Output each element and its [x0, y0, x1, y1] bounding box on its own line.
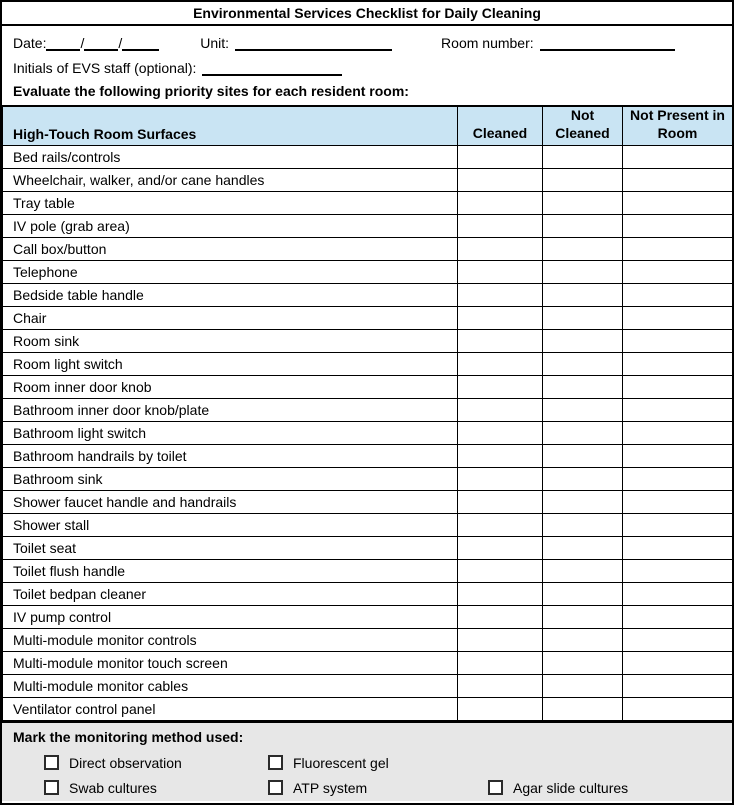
option-label: Fluorescent gel [293, 754, 389, 771]
table-row [3, 652, 733, 675]
surface-label: Room inner door knob [3, 376, 458, 399]
cleaned-cell[interactable] [458, 491, 543, 514]
not-present-cell[interactable] [623, 284, 733, 307]
not-present-cell[interactable] [623, 422, 733, 445]
header-cleaned: Cleaned [458, 106, 543, 146]
option-fluorescent-gel [268, 755, 488, 771]
monitoring-section [2, 721, 732, 801]
high-touch-surfaces-table [2, 105, 733, 721]
table-row [3, 169, 733, 192]
option-direct-observation [44, 755, 268, 771]
not-cleaned-cell[interactable] [543, 261, 623, 284]
not-present-cell[interactable] [623, 330, 733, 353]
surface-label: Multi-module monitor controls [3, 629, 458, 652]
header-not-present: Not Present in Room [623, 106, 733, 146]
surface-label: Multi-module monitor cables [3, 675, 458, 698]
not-present-cell[interactable] [623, 652, 733, 675]
surface-label: Bathroom light switch [3, 422, 458, 445]
unit-blank[interactable] [235, 37, 392, 51]
cleaned-cell[interactable] [458, 261, 543, 284]
table-row [3, 399, 733, 422]
not-cleaned-cell[interactable] [543, 353, 623, 376]
option-swab-cultures [44, 780, 268, 796]
cleaned-cell[interactable] [458, 698, 543, 721]
surface-label: Toilet seat [3, 537, 458, 560]
table-row [3, 468, 733, 491]
cleaned-cell[interactable] [458, 629, 543, 652]
table-row [3, 560, 733, 583]
initials-line [13, 60, 721, 76]
not-present-cell[interactable] [623, 169, 733, 192]
option-label: Direct observation [69, 754, 182, 771]
cleaned-cell[interactable] [458, 468, 543, 491]
title-bar [2, 2, 732, 26]
cleaned-cell[interactable] [458, 307, 543, 330]
cleaned-cell[interactable] [458, 537, 543, 560]
surface-label: IV pole (grab area) [3, 215, 458, 238]
not-cleaned-cell[interactable] [543, 514, 623, 537]
surface-label: Toilet flush handle [3, 560, 458, 583]
header-not-cleaned: Not Cleaned [543, 106, 623, 146]
cleaned-cell[interactable] [458, 192, 543, 215]
not-present-cell[interactable] [623, 560, 733, 583]
table-row [3, 583, 733, 606]
not-present-cell[interactable] [623, 698, 733, 721]
surface-label: Bathroom inner door knob/plate [3, 399, 458, 422]
table-row [3, 330, 733, 353]
cleaned-cell[interactable] [458, 376, 543, 399]
not-present-cell[interactable] [623, 629, 733, 652]
not-cleaned-cell[interactable] [543, 307, 623, 330]
surface-label: Tray table [3, 192, 458, 215]
surface-label: Bedside table handle [3, 284, 458, 307]
surface-label: Bed rails/controls [3, 146, 458, 169]
not-present-cell[interactable] [623, 445, 733, 468]
not-cleaned-cell[interactable] [543, 583, 623, 606]
table-row [3, 491, 733, 514]
not-cleaned-cell[interactable] [543, 192, 623, 215]
surface-label: Chair [3, 307, 458, 330]
not-present-cell[interactable] [623, 514, 733, 537]
monitoring-heading: Mark the monitoring method used: [13, 729, 244, 745]
not-present-cell[interactable] [623, 399, 733, 422]
initials-label: Initials of EVS staff (optional): [13, 60, 197, 76]
table-row [3, 192, 733, 215]
table-row [3, 606, 733, 629]
cleaned-cell[interactable] [458, 399, 543, 422]
cleaned-cell[interactable] [458, 238, 543, 261]
option-agar-slide-cultures [488, 780, 628, 796]
surface-label: Room sink [3, 330, 458, 353]
initials-blank[interactable] [202, 62, 342, 76]
not-cleaned-cell[interactable] [543, 284, 623, 307]
unit-label: Unit: [200, 35, 230, 51]
monitoring-options-row [13, 750, 721, 775]
cleaned-cell[interactable] [458, 560, 543, 583]
surface-label: Room light switch [3, 353, 458, 376]
header-surface: High-Touch Room Surfaces [3, 106, 458, 146]
cleaned-cell[interactable] [458, 583, 543, 606]
cleaned-cell[interactable] [458, 422, 543, 445]
surface-label: Bathroom handrails by toilet [3, 445, 458, 468]
table-row [3, 376, 733, 399]
table-row [3, 698, 733, 721]
cleaned-cell[interactable] [458, 169, 543, 192]
surface-label: IV pump control [3, 606, 458, 629]
direct-observation-checkbox[interactable] [44, 755, 59, 770]
page-title: Environmental Services Checklist for Daily Cleaning [193, 5, 541, 21]
info-section [2, 26, 732, 105]
not-cleaned-cell[interactable] [543, 399, 623, 422]
option-atp-system [268, 780, 488, 796]
not-cleaned-cell[interactable] [543, 330, 623, 353]
room-number-label: Room number: [441, 35, 534, 51]
not-cleaned-cell[interactable] [543, 675, 623, 698]
date-day-blank[interactable] [84, 37, 118, 51]
option-label: ATP system [293, 779, 368, 796]
not-cleaned-cell[interactable] [543, 146, 623, 169]
table-row [3, 284, 733, 307]
not-present-cell[interactable] [623, 468, 733, 491]
not-present-cell[interactable] [623, 238, 733, 261]
table-header-row [3, 106, 733, 146]
not-present-cell[interactable] [623, 353, 733, 376]
surface-label: Bathroom sink [3, 468, 458, 491]
not-cleaned-cell[interactable] [543, 629, 623, 652]
cleaned-cell[interactable] [458, 284, 543, 307]
atp-system-checkbox[interactable] [268, 780, 283, 795]
date-separator: / [118, 35, 123, 51]
cleaned-cell[interactable] [458, 652, 543, 675]
not-cleaned-cell[interactable] [543, 238, 623, 261]
surface-label: Call box/button [3, 238, 458, 261]
date-separator: / [80, 35, 85, 51]
not-cleaned-cell[interactable] [543, 445, 623, 468]
date-unit-room-line [13, 35, 721, 51]
table-row [3, 445, 733, 468]
fluorescent-gel-checkbox[interactable] [268, 755, 283, 770]
table-row [3, 146, 733, 169]
table-row [3, 675, 733, 698]
cleaned-cell[interactable] [458, 146, 543, 169]
not-cleaned-cell[interactable] [543, 468, 623, 491]
not-present-cell[interactable] [623, 491, 733, 514]
not-cleaned-cell[interactable] [543, 652, 623, 675]
surface-label: Shower faucet handle and handrails [3, 491, 458, 514]
not-cleaned-cell[interactable] [543, 537, 623, 560]
not-present-cell[interactable] [623, 583, 733, 606]
table-row [3, 353, 733, 376]
agar-slide-cultures-checkbox[interactable] [488, 780, 503, 795]
not-cleaned-cell[interactable] [543, 698, 623, 721]
date-month-blank[interactable] [46, 37, 80, 51]
cleaned-cell[interactable] [458, 675, 543, 698]
table-row [3, 537, 733, 560]
not-present-cell[interactable] [623, 537, 733, 560]
surface-label: Wheelchair, walker, and/or cane handles [3, 169, 458, 192]
surface-label: Shower stall [3, 514, 458, 537]
not-cleaned-cell[interactable] [543, 491, 623, 514]
date-year-blank[interactable] [122, 37, 159, 51]
cleaned-cell[interactable] [458, 330, 543, 353]
not-present-cell[interactable] [623, 146, 733, 169]
surface-label: Ventilator control panel [3, 698, 458, 721]
table-row [3, 261, 733, 284]
table-row [3, 514, 733, 537]
monitoring-options-row [13, 775, 721, 800]
surface-label: Telephone [3, 261, 458, 284]
cleaned-cell[interactable] [458, 353, 543, 376]
cleaned-cell[interactable] [458, 215, 543, 238]
not-cleaned-cell[interactable] [543, 422, 623, 445]
cleaned-cell[interactable] [458, 514, 543, 537]
surface-label: Toilet bedpan cleaner [3, 583, 458, 606]
table-row [3, 422, 733, 445]
not-present-cell[interactable] [623, 261, 733, 284]
table-row [3, 307, 733, 330]
not-present-cell[interactable] [623, 307, 733, 330]
not-cleaned-cell[interactable] [543, 169, 623, 192]
not-cleaned-cell[interactable] [543, 606, 623, 629]
not-cleaned-cell[interactable] [543, 376, 623, 399]
swab-cultures-checkbox[interactable] [44, 780, 59, 795]
cleaned-cell[interactable] [458, 445, 543, 468]
evaluate-note: Evaluate the following priority sites for each resident room: [13, 83, 409, 99]
table-row [3, 215, 733, 238]
cleaned-cell[interactable] [458, 606, 543, 629]
surface-label: Multi-module monitor touch screen [3, 652, 458, 675]
not-present-cell[interactable] [623, 675, 733, 698]
not-present-cell[interactable] [623, 376, 733, 399]
not-cleaned-cell[interactable] [543, 215, 623, 238]
option-label: Swab cultures [69, 779, 157, 796]
not-present-cell[interactable] [623, 192, 733, 215]
option-label: Agar slide cultures [513, 779, 629, 796]
not-cleaned-cell[interactable] [543, 560, 623, 583]
not-present-cell[interactable] [623, 215, 733, 238]
not-present-cell[interactable] [623, 606, 733, 629]
date-label: Date: [13, 35, 47, 51]
table-row [3, 238, 733, 261]
room-number-blank[interactable] [540, 37, 675, 51]
table-row [3, 629, 733, 652]
